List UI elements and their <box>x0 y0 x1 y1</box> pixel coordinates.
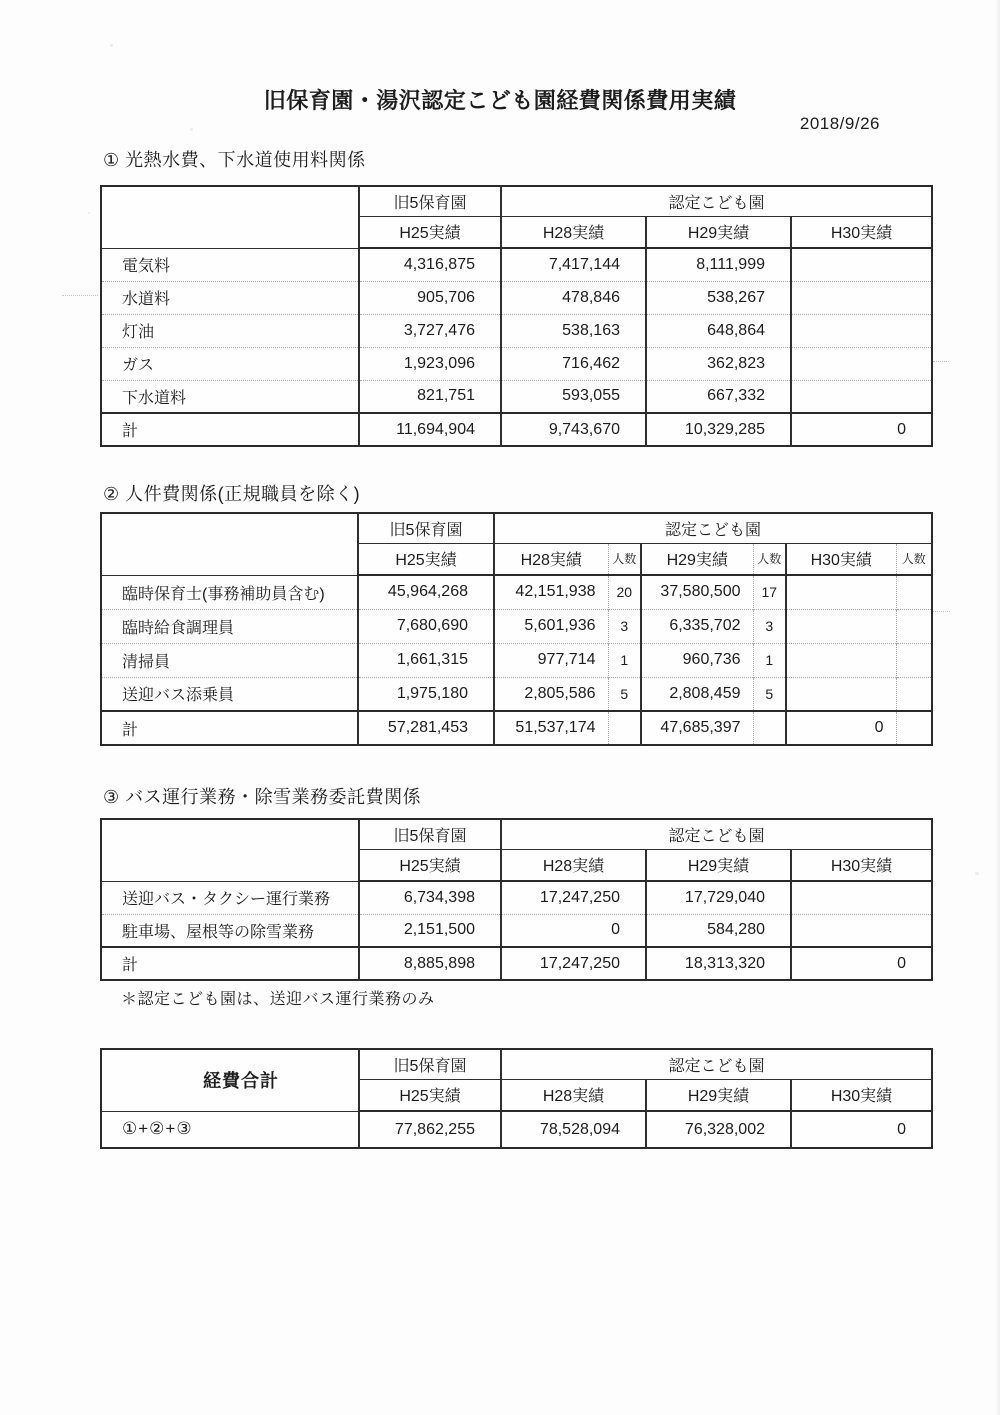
cell-value: 648,864 <box>646 314 791 347</box>
cell-value: 1,975,180 <box>358 677 494 711</box>
bus-snow-table <box>100 818 933 981</box>
cell-value: 0 <box>791 947 932 980</box>
cell-value <box>791 914 932 947</box>
col-header-h30: H30実績 <box>786 543 896 575</box>
section-heading-utilities: ① 光熱水費、下水道使用料関係 <box>103 150 366 170</box>
cell-value <box>896 575 932 609</box>
col-header-h29: H29実績 <box>641 543 753 575</box>
bus-snow-table-container <box>100 818 933 981</box>
cell-value: 2,151,500 <box>359 914 501 947</box>
cell-value: 7,417,144 <box>501 248 646 281</box>
cell-value: 17,247,250 <box>501 947 646 980</box>
col-header-h25: H25実績 <box>359 849 501 881</box>
cell-value: 77,862,255 <box>359 1111 501 1148</box>
col-header-h29: H29実績 <box>646 849 791 881</box>
group-header-old5-hoikuen: 旧5保育園 <box>359 186 501 216</box>
cell-value: 1 <box>753 643 786 677</box>
col-header-h30: H30実績 <box>791 216 932 248</box>
table-row <box>101 281 932 314</box>
cell-value <box>786 643 896 677</box>
cell-value: 538,163 <box>501 314 646 347</box>
table-row <box>101 643 932 677</box>
corner-cell <box>101 513 358 575</box>
col-header-headcount: 人数 <box>896 543 932 575</box>
cell-value <box>791 881 932 914</box>
col-header-h30: H30実績 <box>791 849 932 881</box>
cell-value: 76,328,002 <box>646 1111 791 1148</box>
cell-value <box>786 609 896 643</box>
row-label: ガス <box>101 347 359 380</box>
col-header-h30: H30実績 <box>791 1079 932 1111</box>
cell-value: 6,335,702 <box>641 609 753 643</box>
row-label: 電気料 <box>122 258 171 275</box>
cell-value <box>608 711 641 745</box>
col-header-h28: H28実績 <box>501 1079 646 1111</box>
table-row <box>101 314 932 347</box>
col-header-h25: H25実績 <box>359 1079 501 1111</box>
col-header-h29: H29実績 <box>646 1079 791 1111</box>
group-header-nintei-kodomoen: 認定こども園 <box>501 1049 932 1079</box>
corner-cell <box>101 186 359 248</box>
scan-artifact-speck <box>190 128 193 131</box>
cell-value: 5 <box>608 677 641 711</box>
row-label: 臨時保育士(事務補助員含む) <box>122 585 325 603</box>
row-label: 駐車場、屋根等の除雪業務 <box>101 914 359 947</box>
table-row <box>101 881 932 914</box>
cell-value: 538,267 <box>646 281 791 314</box>
cell-value: 0 <box>786 711 896 745</box>
group-header-nintei-kodomoen: 認定こども園 <box>494 513 932 543</box>
cell-value: 17,247,250 <box>501 881 646 914</box>
group-header-old5-hoikuen: 旧5保育園 <box>358 513 494 543</box>
row-label: 臨時給食調理員 <box>101 609 358 643</box>
cell-value: 37,580,500 <box>641 575 753 609</box>
cell-value: 8,111,999 <box>646 248 791 281</box>
cell-value: 960,736 <box>641 643 753 677</box>
col-header-h28: H28実績 <box>501 849 646 881</box>
section-heading-bus-snow: ③ バス運行業務・除雪業務委託費関係 <box>103 787 422 807</box>
section-heading-personnel: ② 人件費関係(正規職員を除く) <box>103 484 361 504</box>
row-label: 計 <box>101 413 359 446</box>
row-label: 灯油 <box>101 314 359 347</box>
expense-total-label: 経費合計 <box>101 1049 359 1111</box>
table-row <box>101 914 932 947</box>
cell-value: 1 <box>608 643 641 677</box>
cell-value: 42,151,938 <box>494 575 608 609</box>
scan-artifact-trace <box>933 361 949 362</box>
table-row <box>101 248 932 281</box>
row-label: 水道料 <box>101 281 359 314</box>
row-label: 計 <box>101 947 359 980</box>
group-header-old5-hoikuen: 旧5保育園 <box>359 819 501 849</box>
cell-value: 10,329,285 <box>646 413 791 446</box>
expense-total-table-container <box>100 1048 933 1149</box>
cell-value: 47,685,397 <box>641 711 753 745</box>
cell-value <box>791 281 932 314</box>
cell-value: 821,751 <box>359 380 501 413</box>
col-header-headcount: 人数 <box>753 543 786 575</box>
cell-value: 5,601,936 <box>494 609 608 643</box>
row-label: ①+②+③ <box>122 1119 193 1139</box>
cell-value: 7,680,690 <box>358 609 494 643</box>
cell-value: 905,706 <box>359 281 501 314</box>
cell-value: 6,734,398 <box>359 881 501 914</box>
cell-value: 0 <box>501 914 646 947</box>
cell-value: 362,823 <box>646 347 791 380</box>
cell-value: 78,528,094 <box>501 1111 646 1148</box>
cell-value: 17 <box>753 575 786 609</box>
cell-value <box>896 643 932 677</box>
utilities-table-container <box>100 185 933 447</box>
cell-value <box>786 575 896 609</box>
cell-value: 51,537,174 <box>494 711 608 745</box>
cell-value: 0 <box>791 1111 932 1148</box>
cell-value: 667,332 <box>646 380 791 413</box>
corner-cell <box>101 819 359 881</box>
expense-total-table <box>100 1048 933 1149</box>
cell-value <box>791 248 932 281</box>
cell-value <box>753 711 786 745</box>
col-header-h28: H28実績 <box>501 216 646 248</box>
footnote: ＊認定こども園は、送迎バス運行業務のみ <box>121 991 435 1008</box>
cell-value: 1,661,315 <box>358 643 494 677</box>
cell-value: 478,846 <box>501 281 646 314</box>
row-label: 下水道料 <box>101 380 359 413</box>
row-label: 送迎バス・タクシー運行業務 <box>122 891 331 908</box>
cell-value: 3,727,476 <box>359 314 501 347</box>
cell-value <box>896 609 932 643</box>
table-row <box>101 575 932 609</box>
col-header-h29: H29実績 <box>646 216 791 248</box>
cell-value: 716,462 <box>501 347 646 380</box>
col-header-headcount: 人数 <box>608 543 641 575</box>
personnel-table-container <box>100 512 933 746</box>
cell-value: 8,885,898 <box>359 947 501 980</box>
personnel-table <box>100 512 933 746</box>
document-title: 旧保育園・湯沢認定こども園経費関係費用実績 <box>263 88 737 113</box>
cell-value <box>896 677 932 711</box>
table-row <box>101 380 932 413</box>
col-header-h25: H25実績 <box>358 543 494 575</box>
table-row <box>101 347 932 380</box>
row-label: 清掃員 <box>101 643 358 677</box>
cell-value: 11,694,904 <box>359 413 501 446</box>
table-row <box>101 413 932 446</box>
cell-value <box>791 314 932 347</box>
cell-value: 3 <box>608 609 641 643</box>
document-date: 2018/9/26 <box>799 114 880 133</box>
scan-artifact-trace <box>933 611 950 612</box>
row-label: 計 <box>101 711 358 745</box>
row-label: 送迎バス添乗員 <box>101 677 358 711</box>
cell-value: 593,055 <box>501 380 646 413</box>
cell-value: 2,808,459 <box>641 677 753 711</box>
cell-value: 45,964,268 <box>358 575 494 609</box>
cell-value: 1,923,096 <box>359 347 501 380</box>
table-row <box>101 609 932 643</box>
cell-value: 5 <box>753 677 786 711</box>
utilities-table <box>100 185 933 447</box>
table-row <box>101 711 932 745</box>
cell-value <box>791 347 932 380</box>
cell-value: 584,280 <box>646 914 791 947</box>
table-row <box>101 1111 932 1148</box>
cell-value: 20 <box>608 575 641 609</box>
scan-artifact-speck <box>110 44 113 47</box>
table-row <box>101 677 932 711</box>
cell-value: 2,805,586 <box>494 677 608 711</box>
cell-value: 18,313,320 <box>646 947 791 980</box>
cell-value: 3 <box>753 609 786 643</box>
cell-value: 57,281,453 <box>358 711 494 745</box>
cell-value: 17,729,040 <box>646 881 791 914</box>
cell-value <box>791 380 932 413</box>
group-header-nintei-kodomoen: 認定こども園 <box>501 186 932 216</box>
col-header-h25: H25実績 <box>359 216 501 248</box>
col-header-h28: H28実績 <box>494 543 608 575</box>
cell-value: 4,316,875 <box>359 248 501 281</box>
cell-value <box>896 711 932 745</box>
cell-value <box>786 677 896 711</box>
scan-artifact-trace <box>62 295 98 296</box>
group-header-nintei-kodomoen: 認定こども園 <box>501 819 932 849</box>
table-row <box>101 947 932 980</box>
scan-artifact-speck <box>975 872 979 875</box>
group-header-old5-hoikuen: 旧5保育園 <box>359 1049 501 1079</box>
cell-value: 9,743,670 <box>501 413 646 446</box>
scan-artifact-speck <box>88 212 90 214</box>
cell-value: 977,714 <box>494 643 608 677</box>
cell-value: 0 <box>791 413 932 446</box>
